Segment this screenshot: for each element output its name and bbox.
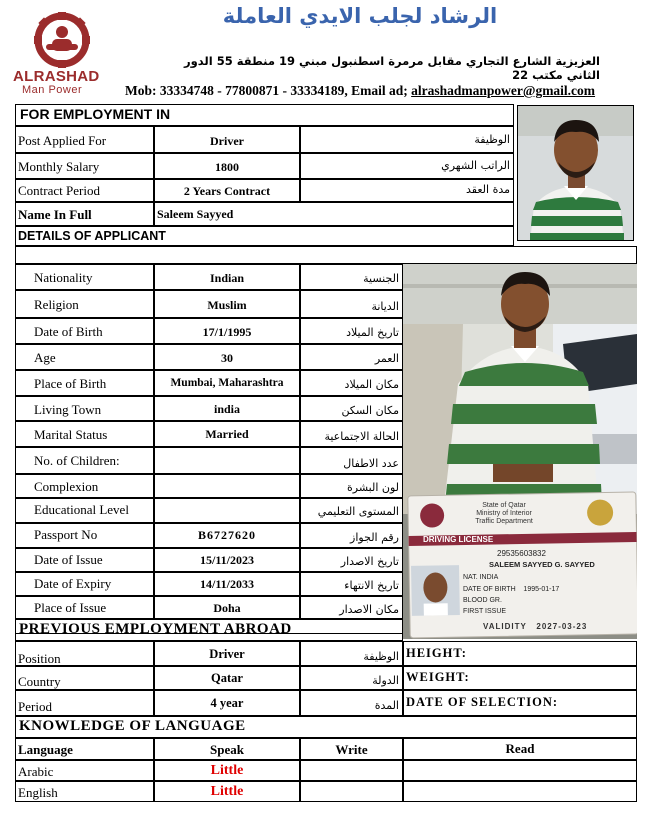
column-header-language: Language: [18, 742, 73, 757]
company-title-arabic: الرشاد لجلب الايدي العاملة: [222, 4, 498, 28]
weight-label: WEIGHT:: [406, 670, 470, 684]
field-label-arabic: مكان السكن: [341, 404, 399, 417]
field-value: Indian: [209, 271, 245, 285]
row-label-cell: [15, 370, 154, 396]
language-name: English: [18, 785, 58, 800]
license-country: State of Qatar: [482, 502, 526, 509]
field-value: 15/11/2023: [199, 553, 254, 567]
write-cell: [300, 781, 403, 802]
brand-name: ALRASHAD: [13, 68, 100, 85]
field-value: [155, 499, 299, 504]
license-name: SALEEM SAYYED G. SAYYED: [489, 560, 595, 569]
field-label-arabic: الدولة: [372, 674, 399, 687]
contact-line: [125, 83, 595, 99]
field-label: Marital Status: [34, 427, 108, 442]
row-label-cell: [15, 572, 154, 596]
row-value-cell: [154, 396, 300, 421]
right-info-cell: [403, 666, 637, 690]
field-label-arabic: الجنسية: [363, 272, 399, 285]
header-cell: [15, 738, 154, 760]
speak-level: Little: [210, 784, 244, 799]
row-label-cell: [15, 202, 154, 226]
field-value: Muslim: [207, 298, 247, 312]
header-cell: [154, 738, 300, 760]
field-value: 30: [221, 351, 233, 365]
license-validity: 2027-03-23: [536, 622, 588, 631]
row-arabic-cell: [300, 126, 514, 153]
row-value-cell: [154, 126, 300, 153]
field-label: Contract Period: [18, 183, 100, 198]
field-label: Date of Expiry: [34, 576, 112, 591]
row-label-cell: [15, 498, 154, 523]
row-value-cell: [154, 421, 300, 447]
field-label-arabic: مدة العقد: [466, 183, 510, 196]
row-label-cell: [15, 447, 154, 474]
section-title: DETAILS OF APPLICANT: [18, 229, 166, 243]
field-label: Religion: [34, 297, 79, 312]
row-arabic-cell: [300, 596, 403, 620]
row-arabic-cell: [300, 153, 514, 179]
write-cell: [300, 760, 403, 781]
row-arabic-cell: [300, 523, 403, 548]
row-arabic-cell: [300, 370, 403, 396]
row-arabic-cell: [300, 690, 403, 716]
name-value-cell: [154, 202, 514, 226]
field-label: Living Town: [34, 402, 102, 417]
speak-cell: [154, 760, 300, 781]
applicant-full-photo: [403, 264, 637, 639]
license-blood-label: BLOOD GR.: [463, 597, 502, 604]
row-arabic-cell: [300, 421, 403, 447]
field-label-arabic: تاريخ الميلاد: [346, 326, 399, 339]
field-label: No. of Children:: [34, 453, 120, 468]
license-nationality: INDIA: [479, 574, 499, 581]
field-value: 1800: [215, 160, 239, 174]
license-first-issue-label: FIRST ISSUE: [463, 608, 507, 615]
field-label: Country: [18, 674, 61, 689]
row-value-cell: [154, 179, 300, 202]
field-label-arabic: عدد الاطفال: [343, 457, 399, 470]
row-label-cell: [15, 318, 154, 344]
row-arabic-cell: [300, 572, 403, 596]
table-row: [15, 781, 154, 802]
row-arabic-cell: [300, 290, 403, 318]
field-label: Period: [18, 699, 52, 714]
field-label-arabic: تاريخ الانتهاء: [344, 579, 399, 592]
row-value-cell: [154, 523, 300, 548]
name-value: Saleem Sayyed: [157, 207, 234, 221]
field-value: Mumbai, Maharashtra: [170, 377, 284, 389]
row-arabic-cell: [300, 548, 403, 572]
field-label: Date of Birth: [34, 324, 103, 339]
row-label-cell: [15, 596, 154, 620]
email-link[interactable]: alrashadmanpower@gmail.com: [411, 83, 596, 98]
field-label-arabic: لون البشرة: [347, 481, 399, 494]
license-number: 29535603832: [497, 549, 546, 558]
field-value: B6727620: [197, 528, 256, 542]
row-value-cell: [154, 572, 300, 596]
field-label-arabic: الوظيفة: [474, 133, 510, 146]
row-arabic-cell: [300, 641, 403, 666]
row-value-cell: [154, 474, 300, 498]
field-value: Driver: [210, 134, 244, 148]
right-info-cell: [403, 641, 637, 666]
date-of-selection-label: DATE OF SELECTION:: [406, 695, 559, 709]
header-cell: [300, 738, 403, 760]
row-value-cell: [154, 641, 300, 666]
field-label: Educational Level: [34, 502, 129, 517]
field-label-arabic: المستوى التعليمي: [317, 505, 399, 518]
field-label-arabic: الحالة الاجتماعية: [324, 430, 399, 443]
row-value-cell: [154, 596, 300, 620]
section-title: PREVIOUS EMPLOYMENT ABROAD: [19, 621, 292, 637]
field-label: Post Applied For: [18, 133, 107, 148]
row-label-cell: [15, 126, 154, 153]
row-arabic-cell: [300, 344, 403, 370]
section-title: FOR EMPLOYMENT IN: [20, 106, 171, 122]
language-name: Arabic: [18, 764, 54, 779]
row-label-cell: [15, 666, 154, 690]
row-label-cell: [15, 153, 154, 179]
row-label-cell: [15, 344, 154, 370]
row-label-cell: [15, 641, 154, 666]
row-label-cell: [15, 179, 154, 202]
contact-numbers: Mob: 33334748 - 77800871 - 33334189, Email ad;: [125, 83, 412, 98]
row-label-cell: [15, 523, 154, 548]
row-arabic-cell: [300, 264, 403, 290]
row-arabic-cell: [300, 396, 403, 421]
row-label-cell: [15, 396, 154, 421]
applicant-portrait-photo: [517, 105, 634, 241]
row-label-cell: [15, 690, 154, 716]
field-value: [155, 448, 299, 454]
field-label-arabic: المدة: [374, 699, 399, 712]
field-label: Complexion: [34, 479, 99, 494]
field-label: Place of Birth: [34, 376, 107, 391]
row-value-cell: [154, 290, 300, 318]
license-dob: 1995-01-17: [523, 586, 560, 593]
license-nat-label: NAT.: [463, 574, 478, 581]
field-label-arabic: الديانة: [371, 300, 399, 313]
field-label-arabic: رقم الجواز: [350, 531, 399, 544]
row-label-cell: [15, 548, 154, 572]
spacer-row: [15, 246, 637, 264]
license-dob-label: DATE OF BIRTH: [463, 586, 516, 593]
field-value: Qatar: [211, 671, 243, 685]
height-label: HEIGHT:: [406, 646, 467, 660]
right-info-cell: [403, 690, 637, 716]
row-arabic-cell: [300, 447, 403, 474]
speak-level: Little: [210, 763, 244, 778]
table-row: [15, 760, 154, 781]
speak-cell: [154, 781, 300, 802]
field-value: 14/11/2033: [199, 577, 254, 591]
row-label-cell: [15, 474, 154, 498]
row-arabic-cell: [300, 498, 403, 523]
license-ministry: Ministry of Interior: [476, 510, 532, 517]
field-value: 4 year: [210, 696, 244, 710]
field-label-arabic: مكان الاصدار: [339, 603, 399, 616]
row-label-cell: [15, 290, 154, 318]
column-header-write: Write: [335, 742, 368, 757]
field-label: Place of Issue: [34, 600, 107, 615]
field-label-arabic: الوظيفة: [363, 650, 399, 663]
license-validity-label: VALIDITY: [483, 622, 527, 631]
header-cell: [403, 738, 637, 760]
row-arabic-cell: [300, 179, 514, 202]
field-label: Monthly Salary: [18, 159, 100, 174]
license-department: Traffic Department: [475, 518, 533, 525]
previous-section-header: [15, 618, 403, 641]
row-arabic-cell: [300, 666, 403, 690]
field-value: [155, 475, 299, 480]
read-cell: [403, 781, 637, 802]
applicant-section-header: [15, 226, 514, 246]
field-value: india: [213, 402, 240, 416]
field-label: Age: [34, 350, 56, 365]
field-label-arabic: تاريخ الاصدار: [340, 555, 399, 568]
field-label: Passport No: [34, 527, 98, 542]
row-value-cell: [154, 153, 300, 179]
field-label: Date of Issue: [34, 552, 103, 567]
row-value-cell: [154, 264, 300, 290]
row-value-cell: [154, 447, 300, 474]
brand-subtitle: Man Power: [22, 84, 83, 96]
row-value-cell: [154, 344, 300, 370]
row-arabic-cell: [300, 318, 403, 344]
license-type: DRIVING LICENSE: [423, 535, 494, 544]
field-label-arabic: مكان الميلاد: [344, 378, 399, 391]
field-value: Driver: [209, 647, 245, 661]
field-label: Nationality: [34, 270, 93, 285]
row-arabic-cell: [300, 474, 403, 498]
row-label-cell: [15, 421, 154, 447]
row-value-cell: [154, 548, 300, 572]
row-label-cell: [15, 264, 154, 290]
read-cell: [403, 760, 637, 781]
field-value: Married: [205, 427, 249, 441]
field-value: 2 Years Contract: [183, 184, 271, 198]
section-title: KNOWLEDGE OF LANGUAGE: [19, 718, 246, 734]
field-value: 17/1/1995: [202, 325, 252, 339]
row-value-cell: [154, 318, 300, 344]
field-value: Doha: [213, 601, 241, 615]
column-header-speak: Speak: [210, 742, 244, 757]
row-value-cell: [154, 666, 300, 690]
company-address-arabic: العزيزية الشارع التجاري مقابل مرمرة اسطنبول مبني 19 منطقة 55 الدور الثاني مكتب 22: [184, 54, 600, 82]
language-section-header: [15, 716, 637, 738]
row-value-cell: [154, 690, 300, 716]
column-header-read: Read: [505, 741, 535, 756]
employment-section-header: [15, 104, 514, 126]
name-label: Name In Full: [18, 207, 92, 222]
field-label-arabic: الراتب الشهري: [441, 159, 510, 172]
row-value-cell: [154, 370, 300, 396]
row-value-cell: [154, 498, 300, 523]
field-label-arabic: العمر: [374, 352, 399, 365]
field-label: Position: [18, 651, 61, 666]
